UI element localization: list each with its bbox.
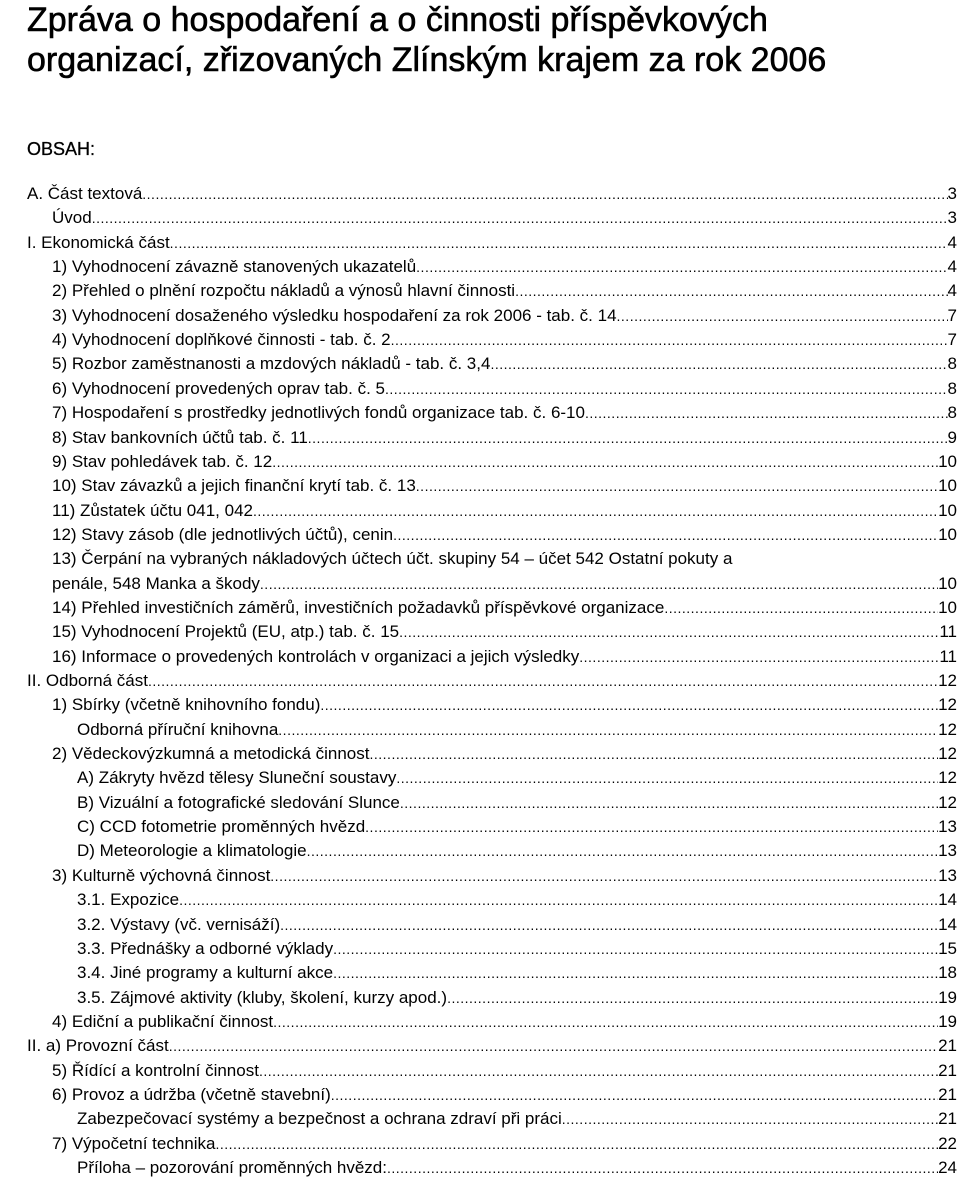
toc-leader-dots bbox=[331, 1083, 938, 1107]
toc-entry-title: 3) Kulturně výchovná činnost bbox=[52, 866, 271, 885]
toc-leader-dots bbox=[270, 864, 938, 888]
toc-entry-title: Úvod bbox=[52, 208, 92, 227]
toc-page-number: 13 bbox=[938, 817, 957, 836]
toc-leader-dots bbox=[400, 791, 938, 815]
toc-entry[interactable] bbox=[52, 377, 960, 401]
toc-entry-title: 3.4. Jiné programy a kulturní akce bbox=[77, 963, 334, 982]
toc-entry-title: B) Vizuální a fotografické sledování Slunce bbox=[77, 793, 400, 812]
title-line-1: Zpráva o hospodaření a o činnosti příspěvkových bbox=[27, 1, 768, 39]
toc-entry-title: C) CCD fotometrie proměnných hvězd bbox=[77, 817, 366, 836]
toc-page-number: 4 bbox=[947, 281, 957, 300]
toc-entry[interactable] bbox=[77, 1156, 960, 1180]
toc-entry-title: 12) Stavy zásob (dle jednotlivých účtů), cenin bbox=[52, 525, 394, 544]
toc-entry-title: 3.5. Zájmové aktivity (kluby, školení, kurzy apod.) bbox=[77, 988, 448, 1007]
toc-entry[interactable] bbox=[77, 1107, 960, 1131]
toc-entry[interactable] bbox=[52, 255, 960, 279]
toc-leader-dots bbox=[272, 450, 938, 474]
toc-entry-title: 5) Řídící a kontrolní činnost bbox=[52, 1061, 259, 1080]
toc-entry-title: 6) Vyhodnocení provedených oprav tab. č. 5 bbox=[52, 379, 385, 398]
toc-entry-title: 14) Přehled investičních záměrů, investičních požadavků příspěvkové organizace bbox=[52, 598, 665, 617]
toc-entry[interactable] bbox=[52, 1010, 960, 1034]
toc-leader-dots bbox=[260, 572, 938, 596]
toc-leader-dots bbox=[148, 669, 938, 693]
toc-entry[interactable] bbox=[77, 766, 960, 790]
toc-entry[interactable] bbox=[77, 839, 960, 863]
toc-leader-dots bbox=[585, 401, 948, 425]
toc-leader-dots bbox=[273, 1010, 938, 1034]
toc-entry[interactable] bbox=[77, 718, 960, 742]
toc-entry-title: Příloha – pozorování proměnných hvězd: bbox=[77, 1158, 387, 1177]
toc-leader-dots bbox=[370, 742, 939, 766]
toc-page-number: 8 bbox=[947, 403, 957, 422]
toc-entry-title: 3) Vyhodnocení dosaženého výsledku hospodaření za rok 2006 - tab. č. 14 bbox=[52, 306, 617, 325]
toc-entry[interactable] bbox=[77, 961, 960, 985]
toc-leader-dots bbox=[320, 693, 938, 717]
toc-leader-dots bbox=[391, 328, 948, 352]
toc-page-number: 8 bbox=[947, 354, 957, 373]
toc-leader-dots bbox=[416, 474, 938, 498]
toc-page-number: 19 bbox=[938, 1012, 957, 1031]
toc-page-number: 12 bbox=[938, 793, 957, 812]
toc-entry-title: 4) Ediční a publikační činnost bbox=[52, 1012, 274, 1031]
toc-entry[interactable] bbox=[52, 620, 960, 644]
toc-page-number: 14 bbox=[938, 915, 957, 934]
toc-entry[interactable] bbox=[52, 206, 960, 230]
toc-entry-title: D) Meteorologie a klimatologie bbox=[77, 841, 307, 860]
toc-leader-dots bbox=[278, 718, 938, 742]
toc-page-number: 14 bbox=[938, 890, 957, 909]
toc-page-number: 11 bbox=[939, 622, 957, 641]
toc-leader-dots bbox=[490, 352, 947, 376]
toc-page-number: 10 bbox=[938, 476, 957, 495]
toc-entry-title: penále, 548 Manka a škody bbox=[52, 574, 260, 593]
toc-entry[interactable] bbox=[52, 450, 960, 474]
toc-leader-dots bbox=[307, 839, 938, 863]
toc-entry-title: 4) Vyhodnocení doplňkové činnosti - tab. č. 2 bbox=[52, 330, 391, 349]
toc-entry[interactable] bbox=[27, 1034, 960, 1058]
toc-entry[interactable] bbox=[27, 231, 960, 255]
toc-entry[interactable] bbox=[52, 645, 960, 669]
toc-entry-title: 1) Sbírky (včetně knihovního fondu) bbox=[52, 695, 321, 714]
toc-entry-title: 16) Informace o provedených kontrolách v organizaci a jejich výsledky bbox=[52, 647, 580, 666]
toc-entry[interactable] bbox=[77, 791, 960, 815]
toc-entry-title: 3.3. Přednášky a odborné výklady bbox=[77, 939, 334, 958]
toc-leader-dots bbox=[215, 1132, 938, 1156]
toc-entry[interactable] bbox=[52, 328, 960, 352]
toc-page-number: 3 bbox=[947, 208, 957, 227]
toc-leader-dots bbox=[280, 913, 938, 937]
toc-entry[interactable] bbox=[27, 182, 960, 206]
toc-page-number: 21 bbox=[938, 1109, 957, 1128]
toc-leader-dots bbox=[515, 279, 947, 303]
document-title bbox=[27, 0, 957, 80]
toc-leader-dots bbox=[179, 888, 938, 912]
toc-page-number: 12 bbox=[938, 720, 957, 739]
toc-page-number: 15 bbox=[938, 939, 957, 958]
toc-entry-title: Odborná příruční knihovna bbox=[77, 720, 279, 739]
contents-heading: OBSAH: bbox=[27, 139, 96, 159]
toc-entry[interactable] bbox=[77, 937, 960, 961]
toc-leader-dots bbox=[169, 1034, 938, 1058]
toc-entry-title: 3.2. Výstavy (vč. vernisáží) bbox=[77, 915, 281, 934]
toc-page-number: 7 bbox=[947, 306, 957, 325]
toc-entry[interactable] bbox=[52, 742, 960, 766]
toc-page-number: 19 bbox=[938, 988, 957, 1007]
toc-entry[interactable] bbox=[52, 596, 960, 620]
toc-entry[interactable] bbox=[77, 888, 960, 912]
toc-entry-title: 6) Provoz a údržba (včetně stavební) bbox=[52, 1085, 331, 1104]
toc-leader-dots bbox=[416, 255, 947, 279]
toc-page-number: 8 bbox=[947, 379, 957, 398]
toc-leader-dots bbox=[259, 1059, 938, 1083]
toc-entry[interactable] bbox=[52, 401, 960, 425]
toc-page-number: 12 bbox=[938, 744, 957, 763]
toc-leader-dots bbox=[92, 206, 948, 230]
toc-entry-title: 7) Výpočetní technika bbox=[52, 1134, 216, 1153]
toc-entry[interactable] bbox=[52, 426, 960, 450]
toc-leader-dots bbox=[664, 596, 938, 620]
toc-entry[interactable] bbox=[77, 815, 960, 839]
toc-leader-dots bbox=[617, 304, 948, 328]
toc-page-number: 13 bbox=[938, 866, 957, 885]
toc-entry-title: 11) Zůstatek účtu 041, 042 bbox=[52, 501, 253, 520]
toc-leader-dots bbox=[387, 1156, 938, 1180]
toc-entry[interactable] bbox=[52, 499, 960, 523]
toc-entry[interactable] bbox=[52, 523, 960, 547]
toc-entry[interactable] bbox=[52, 1083, 960, 1107]
toc-entry-title: 9) Stav pohledávek tab. č. 12 bbox=[52, 452, 273, 471]
toc-page-number: 24 bbox=[938, 1158, 957, 1177]
toc-entry-title: II. Odborná část bbox=[27, 671, 148, 690]
toc-page-number: 10 bbox=[938, 574, 957, 593]
toc-entry[interactable] bbox=[52, 279, 960, 303]
toc-entry-title: 10) Stav závazků a jejich finanční krytí tab. č. 13 bbox=[52, 476, 416, 495]
toc-entry[interactable] bbox=[52, 352, 960, 376]
toc-page-number: 9 bbox=[947, 428, 957, 447]
toc-entry-title: I. Ekonomická část bbox=[27, 233, 170, 252]
toc-leader-dots bbox=[333, 961, 938, 985]
toc-entry-title: A. Část textová bbox=[27, 184, 143, 203]
toc-leader-dots bbox=[365, 815, 938, 839]
toc-entry-title: 15) Vyhodnocení Projektů (EU, atp.) tab. č. 15 bbox=[52, 622, 400, 641]
toc-entry[interactable] bbox=[52, 547, 960, 571]
toc-entry[interactable] bbox=[27, 669, 960, 693]
toc-page-number: 10 bbox=[938, 525, 957, 544]
toc-leader-dots bbox=[142, 182, 947, 206]
toc-leader-dots bbox=[562, 1107, 938, 1131]
toc-page-number: 4 bbox=[947, 257, 957, 276]
toc-page-number: 13 bbox=[938, 841, 957, 860]
toc-leader-dots bbox=[333, 937, 938, 961]
toc-entry[interactable] bbox=[52, 1059, 960, 1083]
toc-page-number: 21 bbox=[938, 1061, 957, 1080]
toc-entry-title: 3.1. Expozice bbox=[77, 890, 180, 909]
toc-leader-dots bbox=[447, 986, 938, 1010]
toc-page-number: 22 bbox=[938, 1134, 957, 1153]
toc-page-number: 21 bbox=[938, 1085, 957, 1104]
toc-page-number: 10 bbox=[938, 598, 957, 617]
toc-leader-dots bbox=[399, 620, 939, 644]
toc-leader-dots bbox=[308, 426, 948, 450]
toc-page-number: 11 bbox=[939, 647, 957, 666]
toc-entry-title: 8) Stav bankovních účtů tab. č. 11 bbox=[52, 428, 308, 447]
toc-entry[interactable] bbox=[77, 986, 960, 1010]
toc-page-number: 4 bbox=[947, 233, 957, 252]
toc-page-number: 21 bbox=[938, 1036, 957, 1055]
toc-entry[interactable] bbox=[52, 693, 960, 717]
toc-entry-title: 1) Vyhodnocení závazně stanovených ukazatelů bbox=[52, 257, 417, 276]
toc-page-number: 12 bbox=[938, 768, 957, 787]
toc-page-number: 10 bbox=[938, 452, 957, 471]
toc-entry-title: II. a) Provozní část bbox=[27, 1036, 169, 1055]
toc-entry[interactable] bbox=[77, 913, 960, 937]
toc-page-number: 3 bbox=[947, 184, 957, 203]
toc-leader-dots bbox=[396, 766, 938, 790]
toc-entry-title: A) Zákryty hvězd tělesy Sluneční soustavy bbox=[77, 768, 397, 787]
toc-leader-dots bbox=[393, 523, 938, 547]
toc-entry-title: 2) Vědeckovýzkumná a metodická činnost bbox=[52, 744, 370, 763]
toc-leader-dots bbox=[253, 499, 938, 523]
toc-page-number: 18 bbox=[938, 963, 957, 982]
title-line-2: organizací, zřizovaných Zlínským krajem za rok 2006 bbox=[27, 41, 827, 79]
toc-entry[interactable] bbox=[52, 572, 960, 596]
toc-leader-dots bbox=[579, 645, 939, 669]
toc-entry[interactable] bbox=[52, 864, 960, 888]
toc-page-number: 12 bbox=[938, 671, 957, 690]
toc-entry[interactable] bbox=[52, 1132, 960, 1156]
toc-entry-title: 5) Rozbor zaměstnanosti a mzdových nákladů - tab. č. 3,4 bbox=[52, 354, 491, 373]
toc-entry-title: Zabezpečovací systémy a bezpečnost a ochrana zdraví při práci bbox=[77, 1109, 562, 1128]
toc-entry-title: 13) Čerpání na vybraných nákladových účtech účt. skupiny 54 – účet 542 Ostatní pokuty a bbox=[52, 549, 733, 568]
toc-entry-title: 2) Přehled o plnění rozpočtu nákladů a výnosů hlavní činnosti bbox=[52, 281, 516, 300]
toc-entry[interactable] bbox=[52, 474, 960, 498]
toc-leader-dots bbox=[385, 377, 948, 401]
toc-entry[interactable] bbox=[52, 304, 960, 328]
toc-page-number: 7 bbox=[947, 330, 957, 349]
toc-page-number: 10 bbox=[938, 501, 957, 520]
toc-entry-title: 7) Hospodaření s prostředky jednotlivých fondů organizace tab. č. 6-10 bbox=[52, 403, 585, 422]
toc-leader-dots bbox=[170, 231, 948, 255]
toc-page-number: 12 bbox=[938, 695, 957, 714]
